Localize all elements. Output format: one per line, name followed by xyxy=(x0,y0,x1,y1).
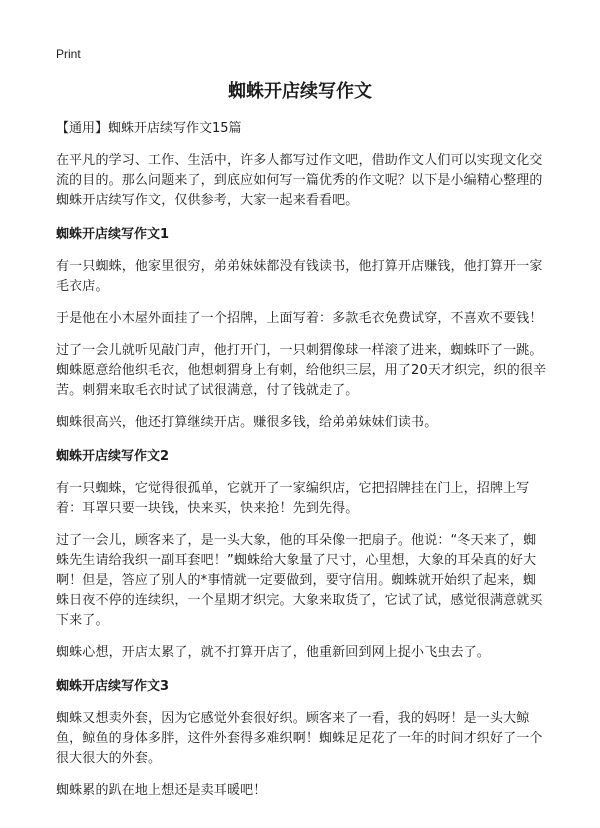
section-paragraph: 有一只蜘蛛，它觉得很孤单，它就开了一家编织店，它把招牌挂在门上，招牌上写着：耳罩只要一块钱，快来买，快来抢！先到先得。 xyxy=(56,481,530,516)
section-heading: 蜘蛛开店续写作文2 xyxy=(56,449,170,464)
section-paragraph: 有一只蜘蛛，他家里很穷，弟弟妹妹都没有钱读书，他打算开店赚钱，他打算开一家毛衣店。 xyxy=(56,259,543,294)
page-title: 蜘蛛开店续写作文 xyxy=(228,81,372,102)
article-body xyxy=(56,120,548,813)
print-link[interactable]: Print xyxy=(56,47,81,61)
section-heading: 蜘蛛开店续写作文3 xyxy=(56,679,170,694)
section-paragraph: 过了一会儿，顾客来了，是一头大象，他的耳朵像一把扇子。他说：“冬天来了，蜘蛛先生请给我织一副耳套吧！”蜘蛛给大象量了尺寸，心里想，大象的耳朵真的好大啊！但是，答应了别人的*事情就一定要做到，要守信用。蜘蛛就开始织了起来，蜘蛛日夜不停的连续织，一个星期才织完。大象来取货了，它试了试，感觉很满意就买下来了。 xyxy=(56,533,543,628)
section-heading: 蜘蛛开店续写作文1 xyxy=(56,227,170,242)
section-paragraph: 蜘蛛又想卖外套，因为它感觉外套很好织。顾客来了一看，我的妈呀！是一头大鲸鱼，鲸鱼的身体多胖，这件外套得多难织啊！蜘蛛足足花了一年的时间才织好了一个很大很大的外套。 xyxy=(56,711,543,766)
section-paragraph: 蜘蛛心想，开店太累了，就不打算开店了，他重新回到网上捉小飞虫去了。 xyxy=(56,645,490,660)
section-paragraph: 过了一会儿就听见敲门声，他打开门，一只刺猬像球一样滚了进来，蜘蛛吓了一跳。蜘蛛愿意给他织毛衣，他想刺猬身上有刺，给他织三层，用了20天才织完，织的很辛苦。刺猬来取毛衣时试了试很满意，付了钱就走了。 xyxy=(56,343,547,398)
section-paragraph: 蜘蛛很高兴，他还打算继续开店。赚很多钱，给弟弟妹妹们读书。 xyxy=(56,415,438,430)
intro-paragraph: 在平凡的学习、工作、生活中，许多人都写过作文吧，借助作文人们可以实现文化交流的目的。那么问题来了，到底应如何写一篇优秀的作文呢？以下是小编精心整理的蜘蛛开店续写作文，仅供参考，大家一起来看看吧。 xyxy=(56,153,543,208)
section-paragraph: 于是他在小木屋外面挂了一个招牌，上面写着：多款毛衣免费试穿，不喜欢不要钱！ xyxy=(56,311,543,326)
article-subtitle: 【通用】蜘蛛开店续写作文15篇 xyxy=(56,121,242,136)
section-paragraph: 蜘蛛累的趴在地上想还是卖耳暖吧！ xyxy=(56,783,267,798)
